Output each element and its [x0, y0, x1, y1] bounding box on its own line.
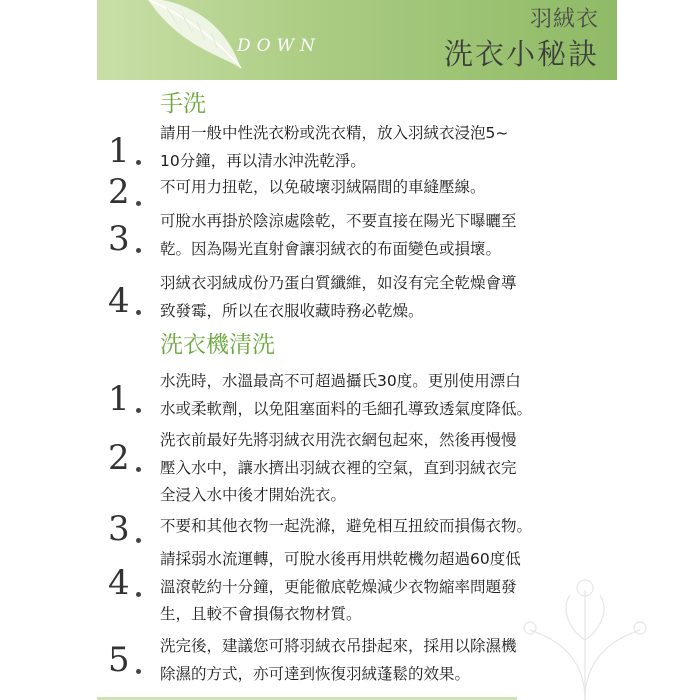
list-item	[108, 368, 608, 428]
item-text: 請採弱水流運轉，可脫水後再用烘乾機勿超過60度低 溫滾乾約十分鐘，更能徹底乾燥減少衣物縮率問題發 生，且較不會損傷衣物材質。	[160, 550, 521, 623]
item-number: 5	[108, 640, 130, 680]
item-number: 4	[108, 281, 130, 321]
item-number: 3	[108, 219, 130, 259]
item-text: 水洗時，水溫最高不可超過攝氏30度。更別使用漂白 水或柔軟劑，以免阻塞面料的毛細孔導致透氣度降低。	[160, 372, 533, 418]
number-dot	[136, 467, 141, 472]
item-text: 請用一般中性洗衣粉或洗衣精，放入羽絨衣浸泡5~ 10分鐘，再以清水沖洗乾淨。	[160, 124, 509, 170]
item-text: 羽絨衣羽絨成份乃蛋白質纖維，如沒有完全乾燥會導 致發霉，所以在衣服收藏時務必乾燥。	[160, 274, 517, 320]
number-dot	[136, 248, 141, 253]
item-number: 4	[108, 563, 130, 603]
down-logo-word: DOWN	[237, 36, 321, 56]
page-title-line1: 羽絨衣	[529, 7, 599, 32]
item-text: 洗衣前最好先將羽絨衣用洗衣網包起來，然後再慢慢 壓入水中，讓水擠出羽絨衣裡的空氣，直到羽絨衣完 全浸入水中後才開始洗衣。	[160, 431, 517, 504]
number-dot	[136, 669, 141, 674]
item-number: 1	[108, 131, 130, 171]
number-dot	[136, 538, 141, 543]
number-dot	[136, 592, 141, 597]
item-text: 洗完後，建議您可將羽絨衣吊掛起來，採用以除濕機 除濕的方式，亦可達到恢復羽絨蓬鬆的效果。	[160, 637, 517, 683]
section-title-machine-wash: 洗衣機清洗	[160, 332, 275, 358]
number-dot	[136, 201, 141, 206]
page-title-line2: 洗衣小秘訣	[443, 37, 599, 71]
item-number: 3	[108, 509, 130, 549]
number-dot	[136, 160, 141, 165]
list-item	[108, 120, 608, 180]
item-text: 不可用力扭乾，以免破壞羽絨隔間的車縫壓線。	[160, 178, 486, 196]
list-item	[108, 172, 608, 212]
item-number: 2	[108, 438, 130, 478]
item-text: 可脫水再掛於陰涼處陰乾，不要直接在陽光下曝曬至 乾。因為陽光直射會讓羽絨衣的布面變色或損壞。	[160, 212, 517, 258]
section-title-hand-wash: 手洗	[160, 91, 206, 117]
item-number: 2	[108, 172, 130, 212]
header-banner	[97, 0, 617, 80]
item-text: 不要和其他衣物一起洗滌，避免相互扭絞而損傷衣物。	[160, 517, 533, 535]
number-dot	[136, 408, 141, 413]
item-number: 1	[108, 379, 130, 419]
list-item	[108, 427, 608, 512]
feather-icon	[137, 0, 247, 79]
list-item	[108, 208, 608, 268]
list-item	[108, 270, 608, 330]
flourish-ornament-icon	[500, 570, 670, 700]
list-item	[108, 509, 608, 549]
number-dot	[136, 310, 141, 315]
